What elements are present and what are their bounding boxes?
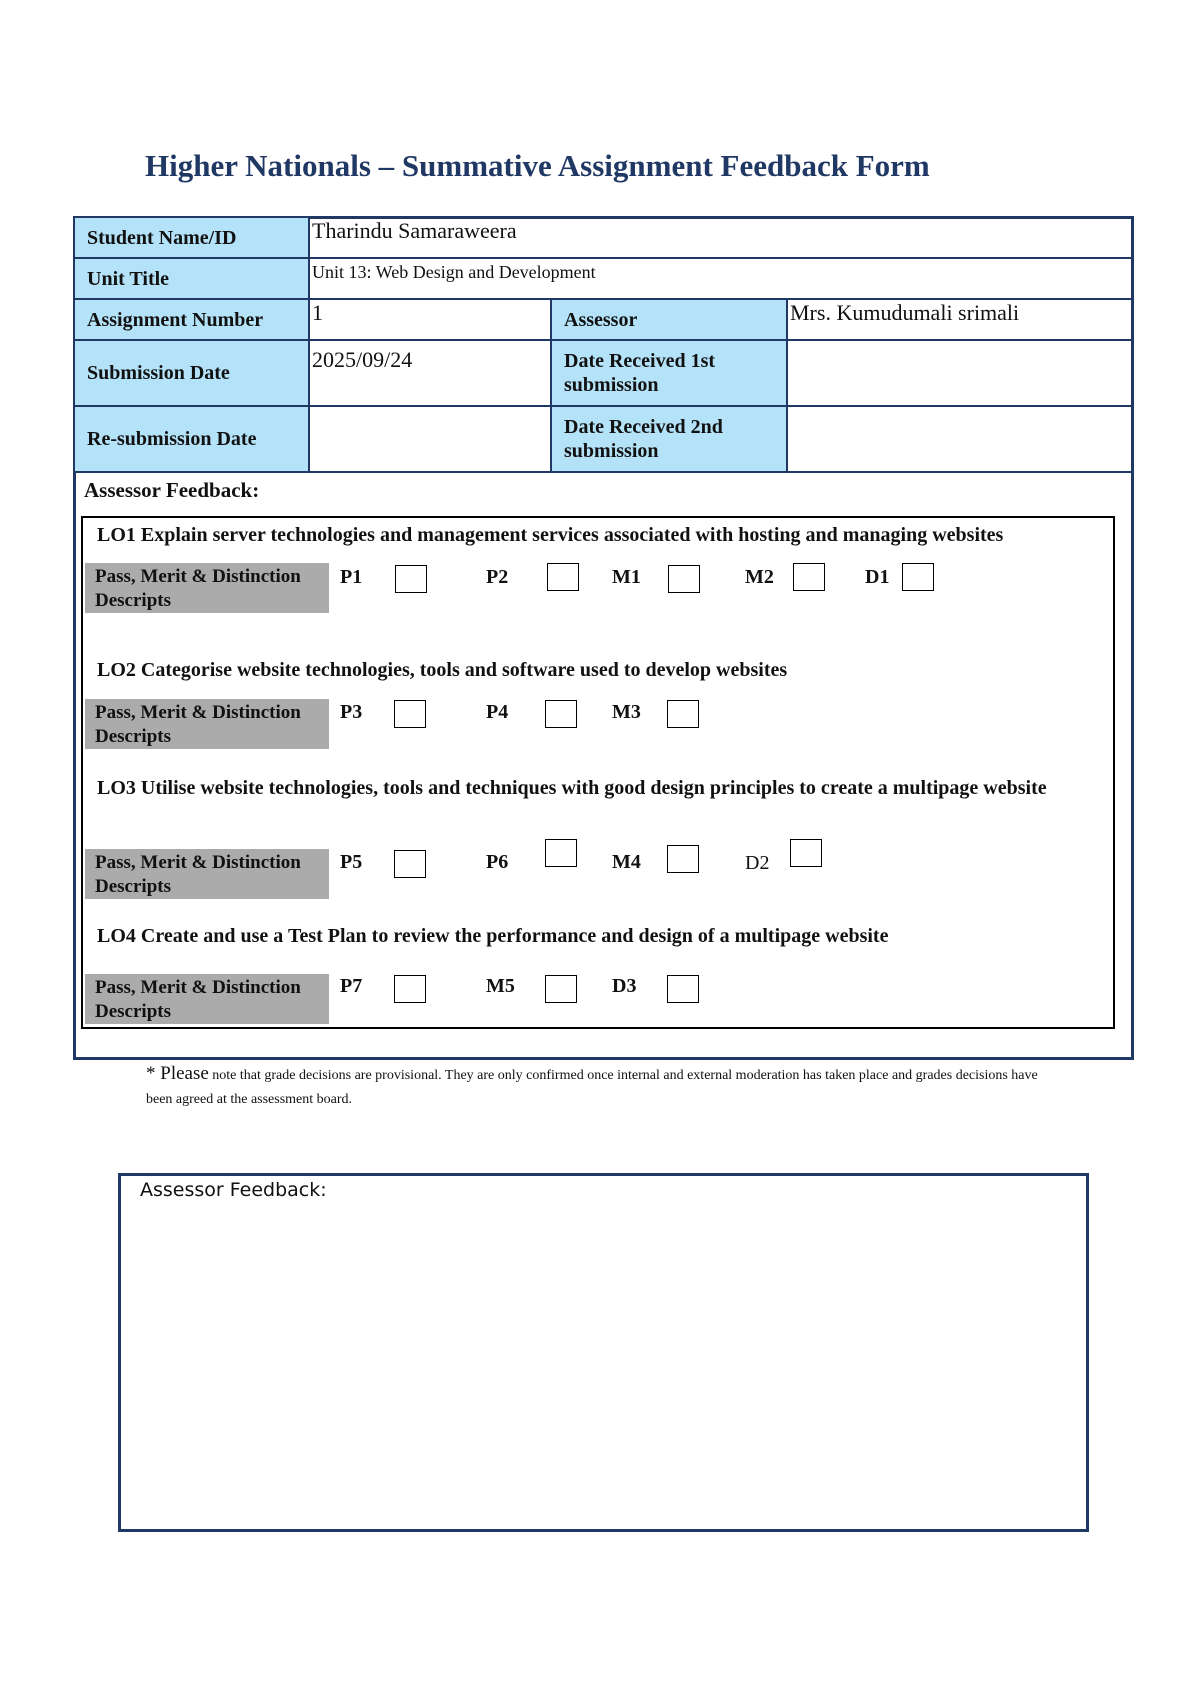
note-text: note that grade decisions are provisional. They are only confirmed once internal and external moderation has taken place and grades decisions have been agreed at the assessment board. (146, 1068, 1038, 1107)
checkbox-d3[interactable] (667, 975, 699, 1003)
checkbox-m1[interactable] (668, 565, 700, 593)
checkbox-p6[interactable] (545, 839, 577, 867)
submission-date-field[interactable]: 2025/09/24 (308, 339, 552, 407)
criterion-m1: M1 (612, 566, 641, 588)
checkbox-d1[interactable] (902, 563, 934, 591)
lo1-title: LO1 Explain server technologies and management services associated with hosting and managing websites (97, 524, 1004, 546)
criterion-m3: M3 (612, 701, 641, 723)
assessor-feedback-box-label: Assessor Feedback: (140, 1179, 327, 1201)
unit-title-label: Unit Title (73, 257, 310, 300)
assignment-number-field[interactable]: 1 (308, 298, 552, 341)
criterion-m5: M5 (486, 975, 515, 997)
criterion-m2: M2 (745, 566, 774, 588)
lo3-descriptor-label: Pass, Merit & Distinction Descripts (85, 849, 329, 899)
criterion-d2: D2 (745, 852, 770, 874)
checkbox-p5[interactable] (394, 850, 426, 878)
checkbox-m3[interactable] (667, 700, 699, 728)
checkbox-m5[interactable] (545, 975, 577, 1003)
checkbox-p1[interactable] (395, 565, 427, 593)
note-lead: * Please (146, 1063, 209, 1084)
criterion-d1: D1 (865, 566, 890, 588)
criterion-p5: P5 (340, 851, 363, 873)
lo4-descriptor-label: Pass, Merit & Distinction Descripts (85, 974, 329, 1024)
lo3-title: LO3 Utilise website technologies, tools and techniques with good design principles to create a multipage website (97, 777, 1047, 799)
resubmission-date-label: Re-submission Date (73, 405, 310, 473)
checkbox-d2[interactable] (790, 839, 822, 867)
assessor-field[interactable]: Mrs. Kumudumali srimali (786, 298, 1134, 341)
unit-title-field[interactable]: Unit 13: Web Design and Development (308, 257, 1134, 300)
assessor-feedback-heading: Assessor Feedback: (84, 478, 260, 502)
criterion-d3: D3 (612, 975, 637, 997)
date-received-2nd-field[interactable] (786, 405, 1134, 473)
assessor-label: Assessor (550, 298, 788, 341)
date-received-2nd-label: Date Received 2nd submission (550, 405, 788, 473)
criterion-p2: P2 (486, 566, 509, 588)
submission-date-label: Submission Date (73, 339, 310, 407)
page-title: Higher Nationals – Summative Assignment Feedback Form (145, 148, 930, 183)
criterion-m4: M4 (612, 851, 641, 873)
student-name-label: Student Name/ID (73, 216, 310, 259)
criterion-p3: P3 (340, 701, 363, 723)
date-received-1st-label: Date Received 1st submission (550, 339, 788, 407)
assignment-number-label: Assignment Number (73, 298, 310, 341)
checkbox-p2[interactable] (547, 563, 579, 591)
checkbox-p7[interactable] (394, 975, 426, 1003)
checkbox-p3[interactable] (394, 700, 426, 728)
provisional-grade-note (146, 1062, 1046, 1112)
lo2-descriptor-label: Pass, Merit & Distinction Descripts (85, 699, 329, 749)
checkbox-m4[interactable] (667, 845, 699, 873)
criterion-p6: P6 (486, 851, 509, 873)
criterion-p1: P1 (340, 566, 363, 588)
criterion-p7: P7 (340, 975, 363, 997)
lo1-descriptor-label: Pass, Merit & Distinction Descripts (85, 563, 329, 613)
lo4-title: LO4 Create and use a Test Plan to review the performance and design of a multipage website (97, 925, 889, 947)
resubmission-date-field[interactable] (308, 405, 552, 473)
assessor-feedback-box[interactable] (118, 1173, 1089, 1532)
checkbox-m2[interactable] (793, 563, 825, 591)
date-received-1st-field[interactable] (786, 339, 1134, 407)
lo2-title: LO2 Categorise website technologies, tools and software used to develop websites (97, 659, 788, 681)
criterion-p4: P4 (486, 701, 509, 723)
checkbox-p4[interactable] (545, 700, 577, 728)
student-name-field[interactable]: Tharindu Samaraweera (308, 216, 1134, 259)
